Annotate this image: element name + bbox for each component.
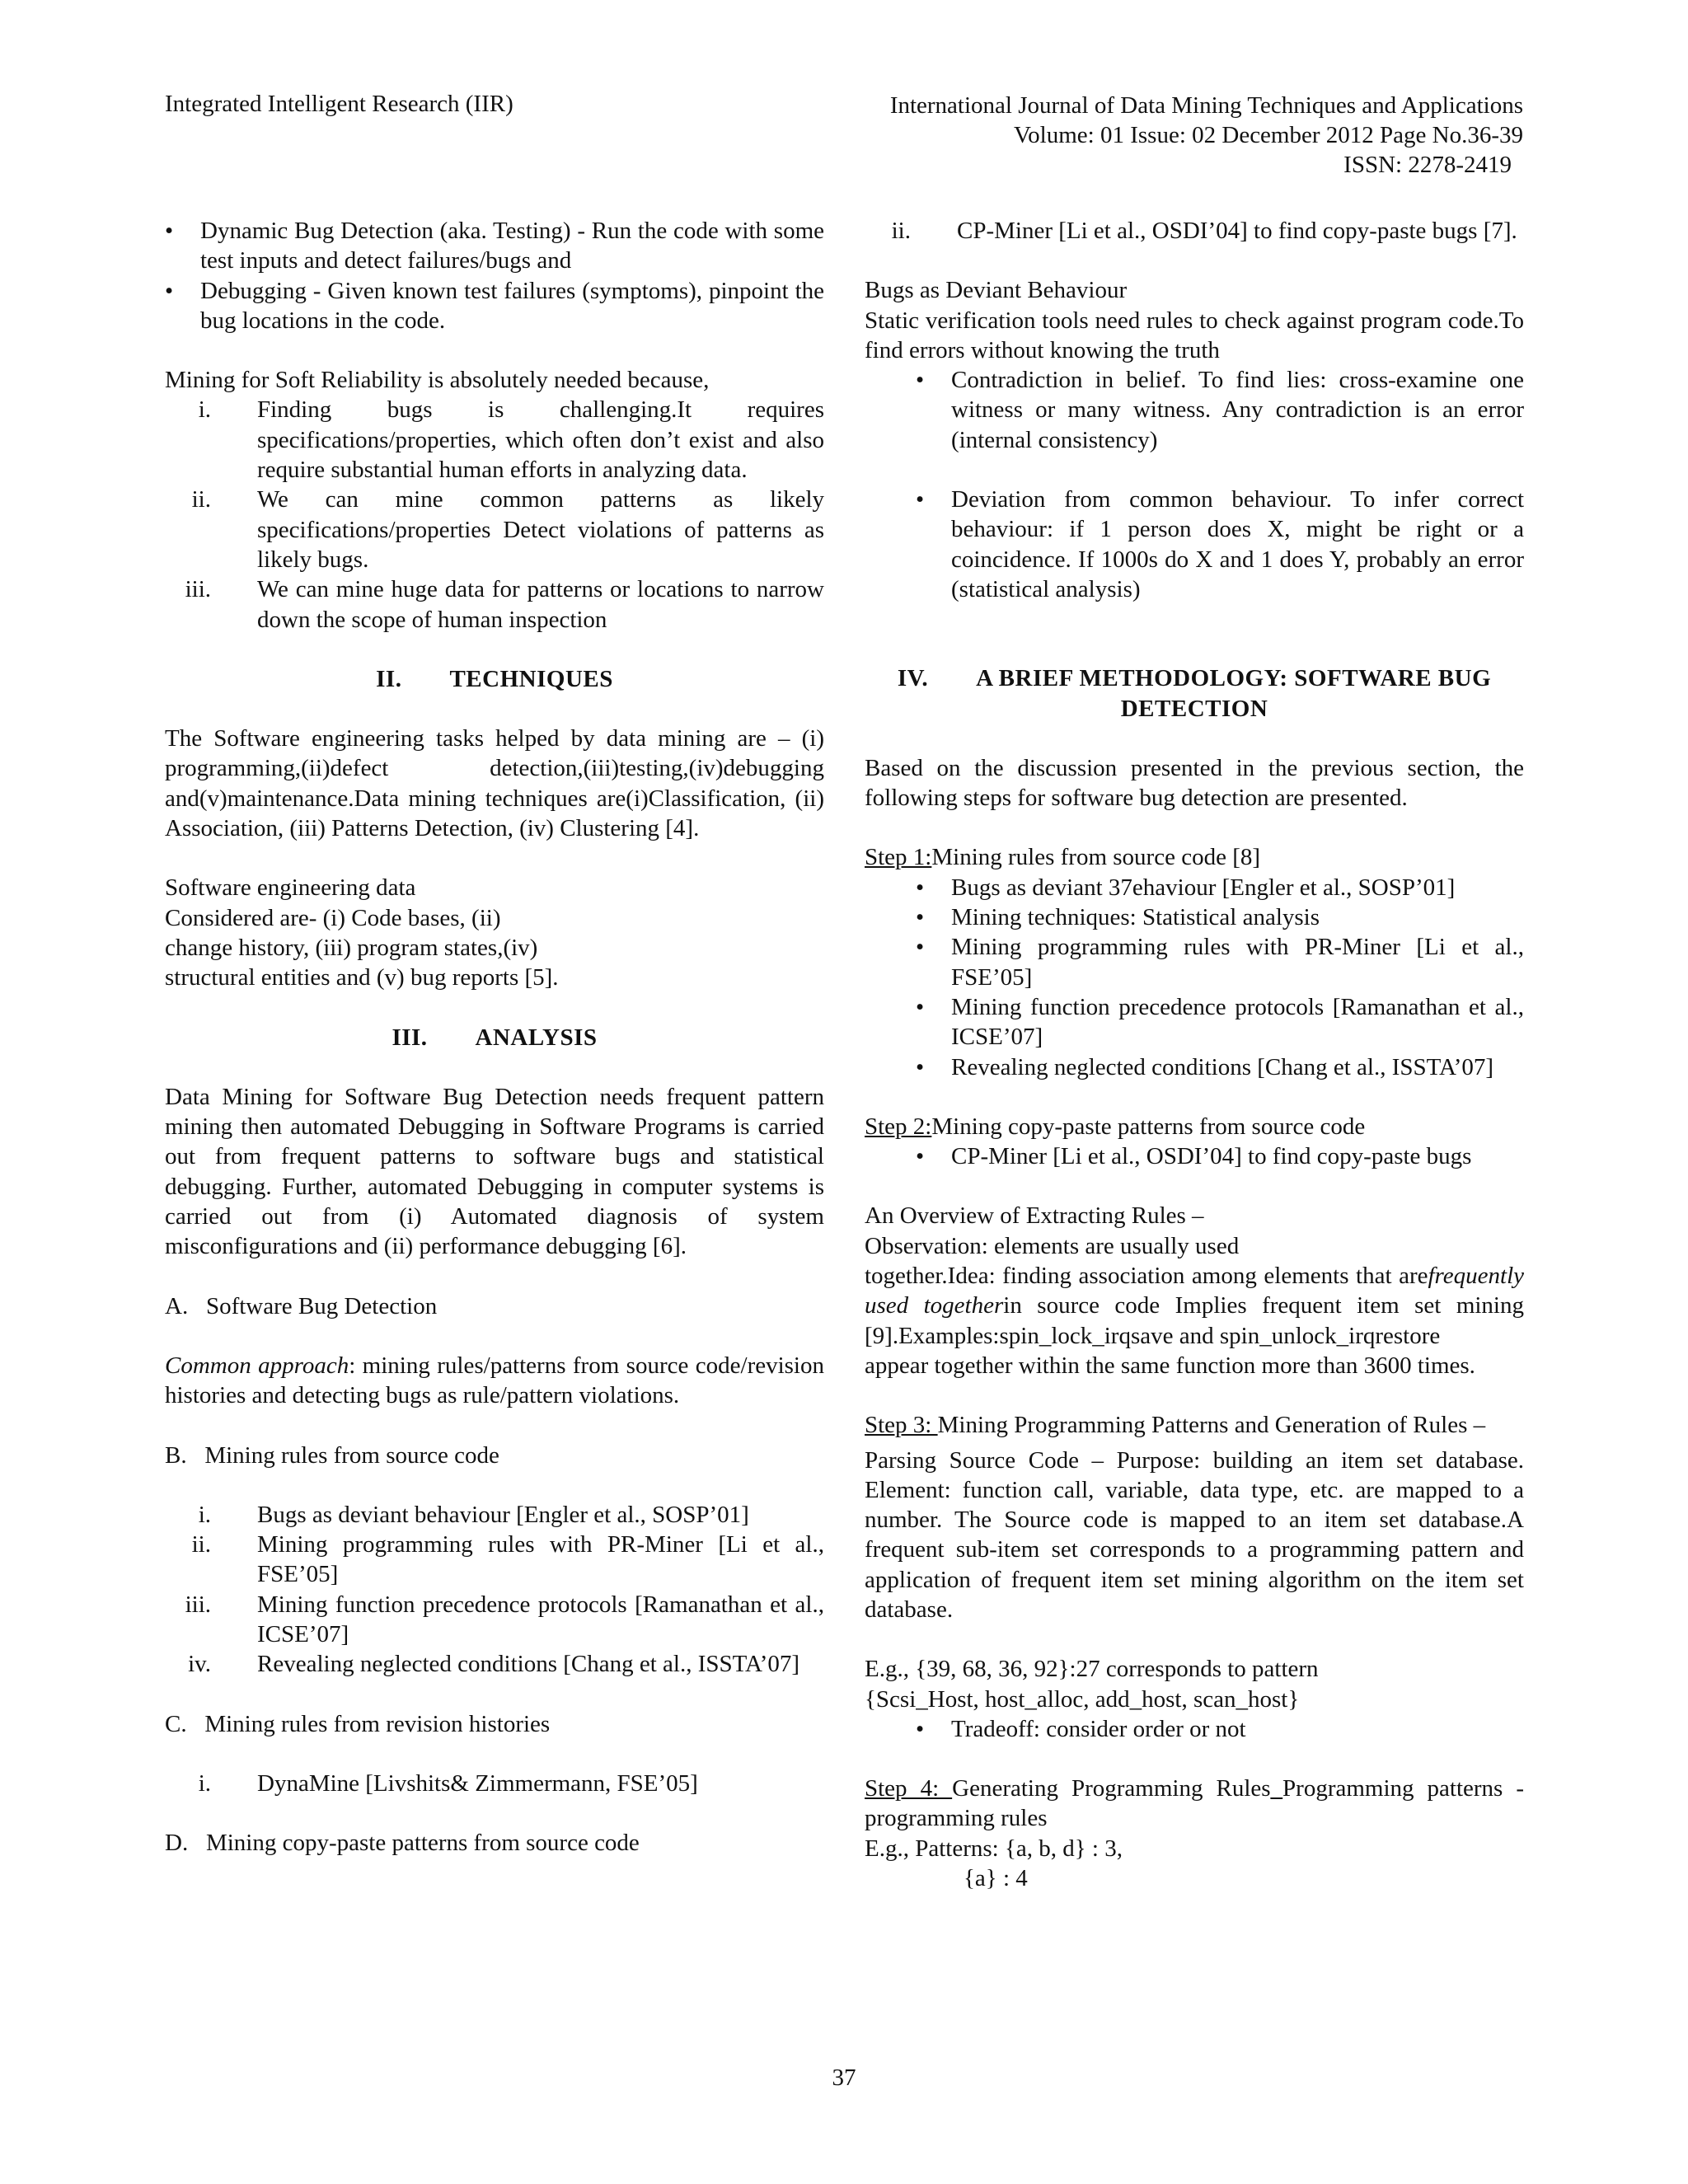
subsection-heading-b: B. Mining rules from source code: [165, 1441, 499, 1469]
subsection-heading-c: C. Mining rules from revision histories: [165, 1710, 551, 1737]
list-item: iii. We can mine huge data for patterns or locations to narrow down the scope of human inspection: [185, 576, 824, 633]
page-number: 37: [832, 2064, 856, 2091]
methodology-paragraph: Based on the discussion presented in the previous section, the following steps for software bug detection are presented.: [865, 754, 1524, 812]
header-issn: ISSN: 2278-2419: [1343, 152, 1512, 178]
bullet-item: • Mining function precedence protocols [Ramanathan et al., ICSE’07]: [916, 993, 1524, 1051]
bullet-item: • Mining techniques: Statistical analysis: [916, 902, 1524, 932]
list-item: ii. We can mine common patterns as likely specifications/properties Detect violations of patterns as likely bugs.: [191, 486, 824, 573]
bullet-item: • Bugs as deviant 37ehaviour [Engler et al., SOSP’01]: [916, 873, 1524, 902]
example-line: {Scsi_Host, host_alloc, add_host, scan_host}: [865, 1685, 1300, 1713]
example-line: E.g., {39, 68, 36, 92}:27 corresponds to pattern: [865, 1656, 1319, 1683]
overview-paragraph-2: appear together within the same function more than 3600 times.: [865, 1352, 1475, 1379]
step-3: Step 3: Mining Programming Patterns and Generation of Rules –: [865, 1412, 1486, 1439]
bullet-icon: •: [916, 1715, 925, 1742]
header-left: Integrated Intelligent Research (IIR): [165, 91, 513, 117]
list-item: ii. CP-Miner [Li et al., OSDI’04] to find copy-paste bugs [7].: [891, 218, 1517, 244]
list-item: i. Bugs as deviant behaviour [Engler et al., SOSP’01]: [198, 1501, 749, 1528]
header-journal: International Journal of Data Mining Techniques and Applications: [889, 92, 1523, 119]
se-data-line: structural entities and (v) bug reports [5].: [165, 964, 559, 991]
bullet-item: • Tradeoff: consider order or not: [916, 1714, 1524, 1744]
list-item: ii. Mining programming rules with PR-Miner [Li et al., FSE’05]: [191, 1531, 824, 1588]
bullet-item: • CP-Miner [Li et al., OSDI’04] to find copy-paste bugs: [916, 1141, 1524, 1171]
analysis-paragraph: Data Mining for Software Bug Detection needs frequent pattern mining then automated Debugging in Software Programs is carried out from frequent patterns to software bugs and statistical debugging. Further, automated Debugging in computer systems is carried out from (i) Automated diagnosis of system misconfigurations and (ii) performance debugging [6].: [165, 1083, 824, 1260]
subsection-heading-a: A. Software Bug Detection: [165, 1292, 438, 1319]
list-item: iii. Mining function precedence protocols [Ramanathan et al., ICSE’07]: [185, 1591, 824, 1647]
bullet-item: • Dynamic Bug Detection (aka. Testing) - Run the code with some test inputs and detect failures/bugs and: [165, 218, 824, 274]
bullet-icon: •: [916, 1143, 925, 1170]
overview-paragraph: together.Idea: finding association among elements that arefrequently used togetherin source code Implies frequent item set mining [9].Examples:spin_lock_irqsave and spin_unlock_irqrestore: [865, 1263, 1524, 1349]
patterns-line: {a} : 4: [964, 1865, 1028, 1892]
bullet-icon: •: [165, 277, 174, 304]
bullet-item: • Deviation from common behaviour. To infer correct behaviour: if 1 person does X, might be right or a coincidence. If 1000s do X and 1 does Y, probably an error (statistical analysis): [916, 486, 1524, 602]
section-heading-analysis: III. ANALYSIS: [392, 1024, 598, 1051]
overview-line: Observation: elements are usually used: [865, 1232, 1240, 1259]
soft-reliability-intro: Mining for Soft Reliability is absolutely needed because,: [165, 367, 710, 394]
bullet-icon: •: [916, 1053, 925, 1080]
se-data-line: Software engineering data: [165, 874, 416, 902]
subsection-heading-d: D. Mining copy-paste patterns from source code: [165, 1830, 640, 1857]
deviant-paragraph: Static verification tools need rules to check against program code.To find errors without knowing the truth: [865, 307, 1524, 363]
patterns-line: E.g., Patterns: {a, b, d} : 3,: [865, 1835, 1123, 1862]
deviant-title: Bugs as Deviant Behaviour: [865, 277, 1128, 304]
section-heading-techniques: II. TECHNIQUES: [376, 665, 613, 692]
header-right: [781, 91, 1523, 180]
step-4: Step 4: Generating Programming Rules_Programming patterns - programming rules: [865, 1775, 1524, 1832]
list-item: iv. Revealing neglected conditions [Chang et al., ISSTA’07]: [188, 1651, 800, 1678]
list-item: i. Finding bugs is challenging.It requires specifications/properties, which often don’t exist and also require substantial human efforts in analyzing data.: [198, 396, 824, 484]
bullet-icon: •: [916, 367, 925, 394]
bullet-icon: •: [165, 218, 174, 244]
common-approach-paragraph: Common approach: mining rules/patterns from source code/revision histories and detecting bugs as rule/pattern violations.: [165, 1352, 824, 1409]
bullet-item: • Contradiction in belief. To find lies: cross-examine one witness or many witness. Any contradiction is an error (internal consistency): [916, 367, 1524, 453]
right-column: [865, 216, 1524, 1893]
se-data-line: change history, (iii) program states,(iv): [165, 934, 538, 961]
section-heading-methodology: IV. A BRIEF METHODOLOGY: SOFTWARE BUG DETECTION: [897, 665, 1492, 722]
se-data-line: Considered are- (i) Code bases, (ii): [165, 904, 501, 931]
overview-line: An Overview of Extracting Rules –: [865, 1202, 1204, 1230]
bullet-item: • Mining programming rules with PR-Miner [Li et al., FSE’05]: [916, 934, 1524, 991]
bullet-icon: •: [916, 993, 925, 1020]
bullet-item: • Revealing neglected conditions [Chang et al., ISSTA’07]: [916, 1052, 1524, 1082]
bullet-icon: •: [916, 904, 925, 931]
header-volume: Volume: 01 Issue: 02 December 2012 Page No.36-39: [1013, 122, 1523, 148]
techniques-paragraph: The Software engineering tasks helped by data mining are – (i) programming,(ii)defect detection,(iii)testing,(iv)debugging and(v)maintenance.Data mining techniques are(i)Classification, (ii) Association, (iii) Patterns Detection, (iv) Clustering [4].: [165, 725, 824, 842]
bullet-icon: •: [916, 934, 925, 961]
bullet-icon: •: [916, 874, 925, 901]
list-item: i. DynaMine [Livshits& Zimmermann, FSE’05]: [198, 1769, 698, 1797]
bullet-item: • Debugging - Given known test failures (symptoms), pinpoint the bug locations in the code.: [165, 277, 824, 334]
bullet-icon: •: [916, 486, 925, 513]
step-2: Step 2:Mining copy-paste patterns from source code: [865, 1113, 1366, 1140]
step-1: Step 1:Mining rules from source code [8]: [865, 844, 1261, 871]
left-column: [165, 216, 824, 1858]
step-3-paragraph: Parsing Source Code – Purpose: building an item set database. Element: function call, variable, data type, etc. are mapped to a number. The Source code is mapped to an item set database.A frequent sub-item set corresponds to a programming pattern and application of frequent item set mining algorithm on the item set database.: [865, 1446, 1524, 1623]
